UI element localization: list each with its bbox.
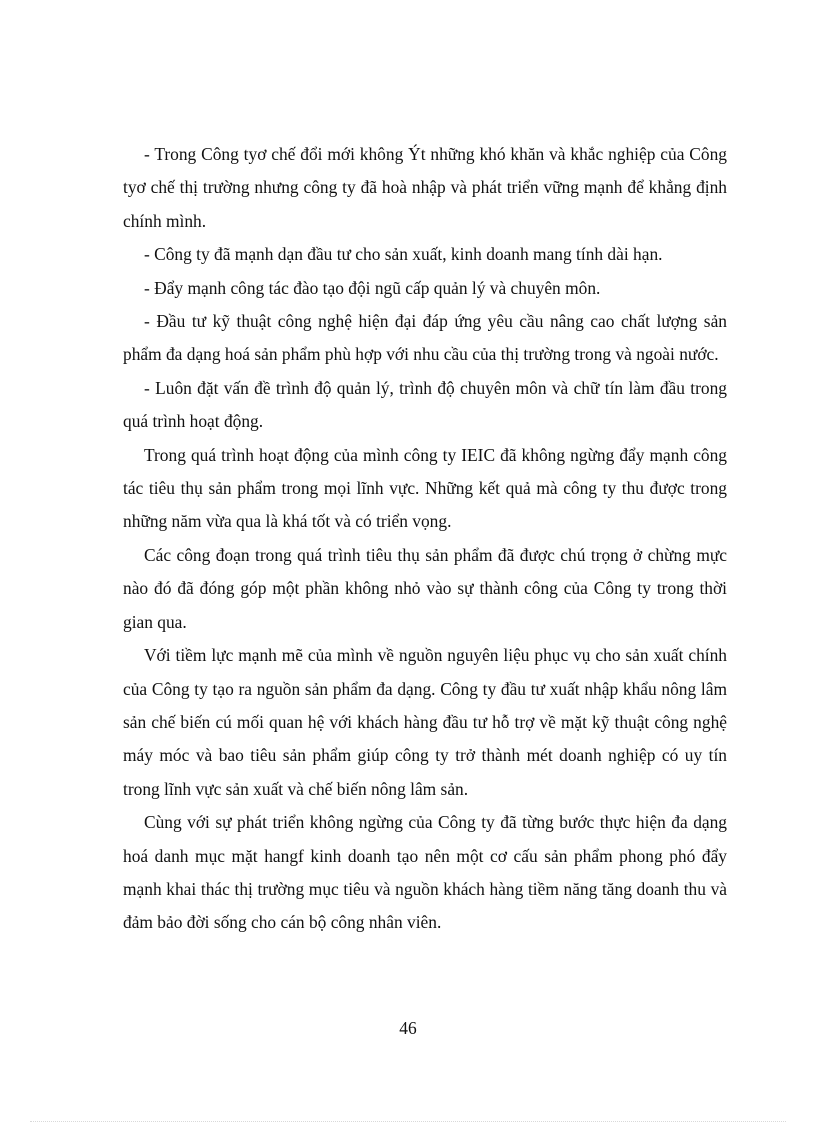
paragraph-bullet-3: - Đẩy mạnh công tác đào tạo đội ngũ cấp quản lý và chuyên môn. [144,277,601,298]
paragraph-bullet-5: - Luôn đặt vấn đề trình độ quản lý, trình độ chuyên môn và chữ tín làm đầu trong quá trình hoạt động. [123,377,727,432]
paragraph-ieic-sales: Trong quá trình hoạt động của mình công ty IEIC đã không ngừng đẩy mạnh công tác tiêu thụ sản phẩm trong mọi lĩnh vực. Những kết quả mà công ty thu được trong những năm vừa qua là khá tốt và có triển vọng. [123,444,727,532]
paragraph-stages: Các công đoạn trong quá trình tiêu thụ sản phẩm đã được chú trọng ở chừng mực nào đó đã đóng góp một phần không nhỏ vào sự thành công của Công ty trong thời gian qua. [123,544,727,632]
paragraph-bullet-1: - Trong Công tyơ chế đổi mới không Ýt những khó khăn và khắc nghiệp của Công tyơ chế thị trường nhưng công ty đã hoà nhập và phát triển vững mạnh để khẳng định chính mình. [123,144,727,231]
body-text [123,138,727,940]
page-number: 46 [399,1018,417,1038]
page-bottom-divider [30,1121,786,1122]
paragraph-potential: Với tiềm lực mạnh mẽ của mình về nguồn nguyên liệu phục vụ cho sản xuất chính của Công ty tạo ra nguồn sản phẩm đa dạng. Công ty đầu tư xuất nhập khẩu nông lâm sản chế biến cú mối quan hệ với khách hàng đầu tư hỗ trợ về mặt kỹ thuật công nghệ máy móc và bao tiêu sản phẩm giúp công ty trở thành mét doanh nghiệp có uy tín trong lĩnh vực sản xuất và chế biến nông lâm sản. [123,645,727,799]
paragraph-bullet-4: - Đầu tư kỹ thuật công nghệ hiện đại đáp ứng yêu cầu nâng cao chất lượng sản phẩm đa dạng hoá sản phẩm phù hợp với nhu cầu của thị trường trong và ngoài nước. [123,311,727,365]
paragraph-development: Cùng với sự phát triển không ngừng của Công ty đã từng bước thực hiện đa dạng hoá danh mục mặt hangf kinh doanh tạo nên một cơ cấu sản phẩm phong phó đẩy mạnh khai thác thị trường mục tiêu và nguồn khách hàng tiềm năng tăng doanh thu và đảm bảo đời sống cho cán bộ công nhân viên. [123,812,727,933]
paragraph-bullet-2: - Công ty đã mạnh dạn đầu tư cho sản xuất, kinh doanh mang tính dài hạn. [144,244,663,265]
